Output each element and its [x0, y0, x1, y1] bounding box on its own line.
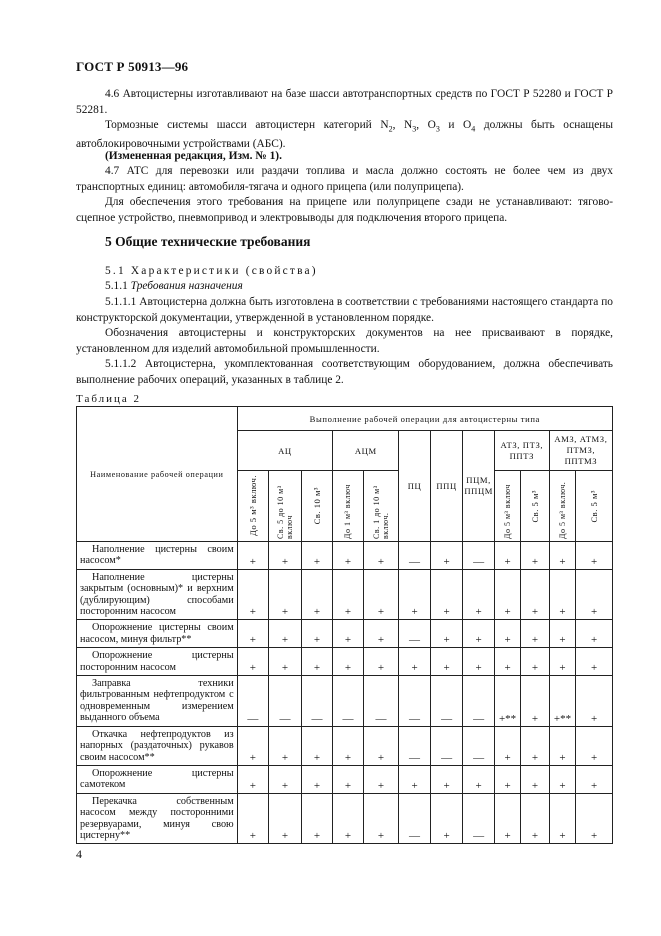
operation-value: + [549, 726, 575, 765]
subcol-amz1: До 5 м³ включ. [549, 471, 575, 542]
type-ppc: ППЦ [430, 431, 463, 542]
type-amz: АМЗ, АТМЗ, ПТМЗ, ППТМЗ [549, 431, 612, 471]
paragraph-5-1-1-2: 5.1.1.2 Автоцистерна, укомплектованная соответствующим оборудованием, должна обеспечивать выполнение рабочих операций, указанных в таблице 2. [76, 358, 613, 386]
operation-value: + [333, 793, 364, 844]
operations-table [76, 406, 613, 844]
operation-value: + [521, 765, 549, 793]
operation-value: + [237, 648, 269, 676]
operation-value: + [521, 676, 549, 727]
operation-value: + [521, 542, 549, 570]
operation-value: + [363, 726, 399, 765]
operation-value: + [237, 620, 269, 648]
operation-name: Откачка нефтепродуктов из напорных (раздаточных) рукавов своим насосом** [77, 726, 238, 765]
operation-name: Опорожнение цистерны самотеком [77, 765, 238, 793]
table-row [77, 726, 613, 765]
operation-value: — [463, 676, 495, 727]
operation-value: + [549, 793, 575, 844]
table-row [77, 542, 613, 570]
table-row [77, 620, 613, 648]
operation-value: + [521, 793, 549, 844]
table-caption: Таблица 2 [76, 393, 142, 405]
subcol-amz2: Св. 5 м³ [576, 471, 613, 542]
paragraph-trailer: Для обеспечения этого требования на прицепе или полуприцепе сзади не устанавливают: тягово-сцепное устройство, пневмопривод и электровыводы для подключения второго прицепа. [76, 196, 613, 224]
operation-value: + [301, 765, 333, 793]
operation-value: + [494, 542, 520, 570]
paragraph-4-6: 4.6 Автоцистерны изготавливают на базе шасси автотранспортных средств по ГОСТ Р 52280 и ГОСТ Р 52281. [76, 88, 613, 116]
operation-value: + [333, 765, 364, 793]
table-header-group: Выполнение рабочей операции для автоцистерны типа [237, 407, 612, 431]
operation-name: Опорожнение цистерны своим насосом, минуя фильтр** [77, 620, 238, 648]
subcol-ac2: Св. 5 до 10 м³ включ [269, 471, 302, 542]
operation-name: Наполнение цистерны закрытым (основным)* и верхним (дублирующим) способами посторонним насосом [77, 569, 238, 620]
operation-value: + [576, 676, 613, 727]
operation-value: + [430, 765, 463, 793]
operation-value: + [363, 569, 399, 620]
operation-value: +** [549, 676, 575, 727]
operation-value: + [549, 569, 575, 620]
page-number: 4 [76, 847, 82, 861]
operation-value: + [494, 726, 520, 765]
operation-value: + [430, 793, 463, 844]
operation-value: + [430, 620, 463, 648]
operation-value: — [430, 726, 463, 765]
operation-value: + [237, 726, 269, 765]
paragraph-designation: Обозначения автоцистерны и конструкторских документов на нее присваивают в порядке, установленном для изделий автомобильной промышленности. [76, 327, 613, 355]
operation-value: + [494, 620, 520, 648]
operation-value: + [269, 726, 302, 765]
operation-value: + [576, 793, 613, 844]
operation-value: + [494, 793, 520, 844]
operation-value: — [399, 793, 431, 844]
operation-value: + [333, 569, 364, 620]
operation-value: + [399, 765, 431, 793]
operation-name: Перекачка собственным насосом между посторонними резервуарами, минуя свою цистерну** [77, 793, 238, 844]
operation-value: + [363, 620, 399, 648]
operation-value: + [333, 648, 364, 676]
operation-value: + [333, 620, 364, 648]
operation-name: Опорожнение цистерны посторонним насосом [77, 648, 238, 676]
operation-value: + [269, 569, 302, 620]
operation-value: + [363, 542, 399, 570]
subcol-ac1: До 5 м³ включ. [237, 471, 269, 542]
subsection-5-1-1-title: Требования назначения [130, 280, 243, 292]
operation-value: + [269, 542, 302, 570]
operation-value: + [363, 793, 399, 844]
operation-value: — [301, 676, 333, 727]
table-row [77, 569, 613, 620]
paragraph-brakes: Тормозные системы шасси автоцистерн категорий $N_2$, $N_3$, $O_3$ и $O_4$ должны быть оснащены автоблокировочными устройствами (АБС). [76, 119, 614, 150]
operation-value: — [333, 676, 364, 727]
operation-value: + [521, 620, 549, 648]
operation-value: + [549, 648, 575, 676]
operation-value: — [463, 542, 495, 570]
subsection-5-1: 5.1 Характеристики (свойства) [105, 265, 318, 277]
operation-value: + [301, 793, 333, 844]
subcol-acm2: Св. 1 до 10 м³ включ. [363, 471, 399, 542]
section-5-title: 5 Общие технические требования [105, 234, 311, 249]
operation-value: + [463, 648, 495, 676]
operation-value: + [521, 726, 549, 765]
operation-value: + [463, 569, 495, 620]
operation-value: + [237, 569, 269, 620]
operation-value: + [301, 569, 333, 620]
operation-value: + [430, 569, 463, 620]
operation-value: + [549, 542, 575, 570]
operation-value: + [521, 569, 549, 620]
operation-value: — [399, 542, 431, 570]
operation-value: + [269, 620, 302, 648]
operation-value: + [494, 648, 520, 676]
type-acm: АЦМ [333, 431, 399, 471]
operation-value: + [549, 765, 575, 793]
operation-value: — [269, 676, 302, 727]
document-header: ГОСТ Р 50913—96 [76, 59, 189, 74]
operation-value: — [363, 676, 399, 727]
table-row [77, 765, 613, 793]
operation-value: + [363, 765, 399, 793]
operation-value: + [237, 765, 269, 793]
operation-value: + [494, 569, 520, 620]
subcol-ac3: Св. 10 м³ [301, 471, 333, 542]
operation-value: + [463, 765, 495, 793]
operation-value: + [399, 569, 431, 620]
operation-value: +** [494, 676, 520, 727]
operation-value: + [463, 620, 495, 648]
operation-value: + [494, 765, 520, 793]
operation-value: + [430, 542, 463, 570]
operation-value: + [576, 542, 613, 570]
operation-value: + [301, 620, 333, 648]
operation-value: + [237, 542, 269, 570]
table-row [77, 676, 613, 727]
table-header-operation: Наименование рабочей операции [77, 407, 238, 542]
operation-value: — [399, 620, 431, 648]
operation-value: — [237, 676, 269, 727]
type-pc: ПЦ [399, 431, 431, 542]
table-row [77, 793, 613, 844]
operation-value: — [399, 726, 431, 765]
operation-value: — [463, 726, 495, 765]
operation-value: + [333, 726, 364, 765]
amendment-note: (Измененная редакция, Изм. № 1). [105, 150, 282, 162]
subcol-acm1: До 1 м³ включ [333, 471, 364, 542]
operation-value: + [576, 620, 613, 648]
operation-value: + [269, 765, 302, 793]
type-atz: АТЗ, ПТЗ, ППТЗ [494, 431, 549, 471]
type-pcm: ПЦМ, ППЦМ [463, 431, 495, 542]
operation-value: — [463, 793, 495, 844]
operation-value: + [269, 793, 302, 844]
operation-value: + [521, 648, 549, 676]
operation-value: + [576, 569, 613, 620]
operation-value: + [301, 648, 333, 676]
operation-value: + [549, 620, 575, 648]
operation-value: + [576, 726, 613, 765]
operation-value: + [576, 648, 613, 676]
operation-value: + [399, 648, 431, 676]
operation-value: + [430, 648, 463, 676]
operation-value: + [301, 542, 333, 570]
operation-value: — [430, 676, 463, 727]
subsection-5-1-1 [105, 279, 605, 295]
operation-name: Наполнение цистерны своим насосом* [77, 542, 238, 570]
subcol-atz1: До 5 м³ включ [494, 471, 520, 542]
operation-value: + [363, 648, 399, 676]
operation-value: — [399, 676, 431, 727]
table-row [77, 648, 613, 676]
operation-value: + [269, 648, 302, 676]
type-ac: АЦ [237, 431, 333, 471]
paragraph-5-1-1-1: 5.1.1.1 Автоцистерна должна быть изготовлена в соответствии с требованиями настоящего стандарта по конструкторской документации, утвержденной в установленном порядке. [76, 296, 613, 324]
operation-value: + [576, 765, 613, 793]
operation-value: + [333, 542, 364, 570]
paragraph-4-7: 4.7 АТС для перевозки или раздачи топлива и масла должно состоять не более чем из двух транспортных единиц: автомобиля-тягача и одного прицепа (или полуприцепа). [76, 165, 613, 193]
operation-name: Заправка техники фильтрованным нефтепродуктом с одновременным измерением выданного объема [77, 676, 238, 727]
operation-value: + [237, 793, 269, 844]
subsection-5-1-1-number: 5.1.1 [105, 280, 128, 292]
subcol-atz2: Св. 5 м³ [521, 471, 549, 542]
operation-value: + [301, 726, 333, 765]
